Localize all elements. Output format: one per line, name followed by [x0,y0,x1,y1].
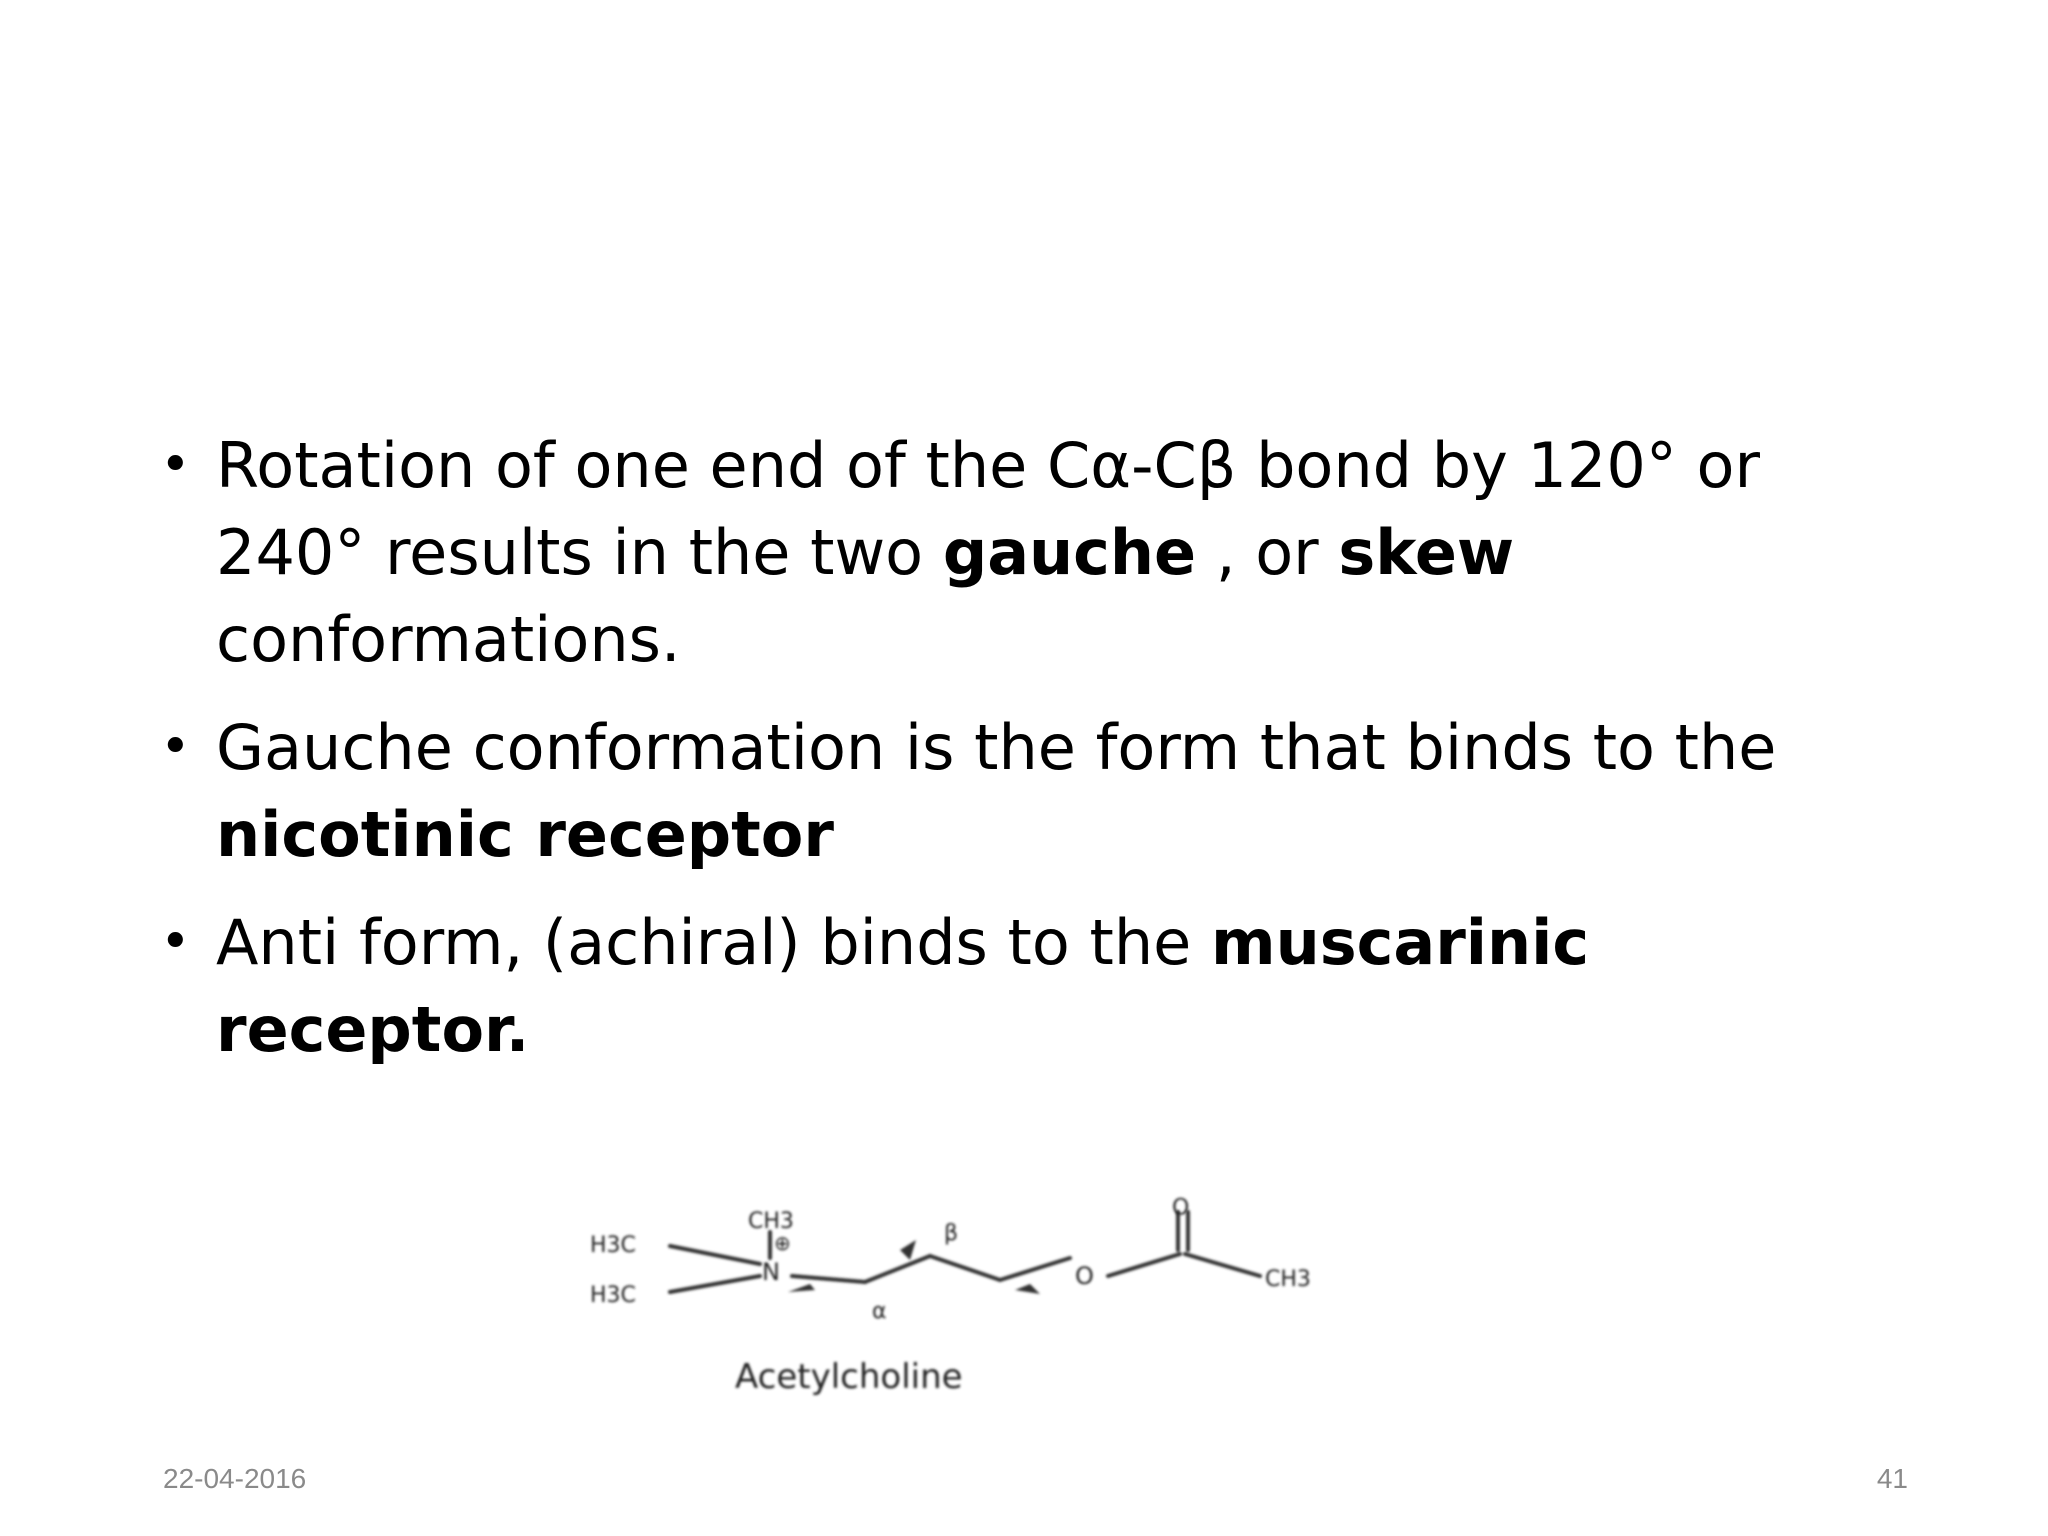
footer-date: 22-04-2016 [163,1463,307,1494]
bond-ccarbonyl-ch3 [1185,1254,1260,1276]
bullet-1-part-5: conformations. [216,603,681,676]
bond-calpha-cbeta [865,1256,930,1282]
bond-n-calpha [792,1276,865,1282]
bond-o-ccarbonyl [1108,1254,1180,1276]
bond-cbeta-c [930,1256,1000,1280]
bullet-1-part-1: Rotation of one end of the Cα-Cβ bond by 120° or 240° results in the two [216,429,1760,589]
acetylcholine-structure-svg [560,1195,1500,1420]
bullet-3-part-1: Anti form, (achiral) binds to the [216,906,1211,979]
label-positive-charge: ⊕ [774,1231,791,1255]
bond-h3c-lower-n [670,1276,760,1292]
bullet-item-3 [160,899,1900,1073]
bullet-item-2 [160,704,1900,878]
figure-caption: Acetylcholine [735,1357,963,1397]
bullet-1-part-4: skew [1338,516,1515,589]
label-beta: β [944,1221,959,1246]
label-h3c-lower: H3C [590,1283,636,1308]
footer-page-number: 41 [1876,1463,1908,1494]
wedge-arrow-2 [900,1240,916,1260]
bond-h3c-upper-n [670,1246,760,1264]
bullet-glyph: • [160,717,191,777]
label-h3c-upper: H3C [590,1233,636,1258]
bullet-2-part-2: nicotinic receptor [216,798,834,871]
bullet-1-part-2: gauche [942,516,1197,589]
bullet-item-1 [160,422,1900,683]
bullet-glyph: • [160,435,191,495]
label-ch3-end: CH3 [1265,1267,1311,1292]
label-nitrogen: N [762,1258,780,1286]
label-alpha: α [872,1299,887,1324]
acetylcholine-structure-figure [560,1195,1500,1420]
bullet-2-part-1: Gauche conformation is the form that binds to the [216,711,1777,784]
label-oxygen-ester: O [1075,1262,1094,1290]
label-oxygen-carbonyl: O [1172,1195,1190,1221]
bullet-list [160,422,1900,1094]
bond-c-o [1000,1258,1070,1280]
wedge-arrow-1 [788,1284,815,1292]
label-ch3-top: CH3 [748,1209,794,1234]
bullet-1-part-3: , or [1196,516,1339,589]
bullet-glyph: • [160,912,191,972]
bullet-3-part-2: muscarinic receptor. [216,906,1590,1066]
wedge-arrow-3 [1015,1284,1040,1294]
